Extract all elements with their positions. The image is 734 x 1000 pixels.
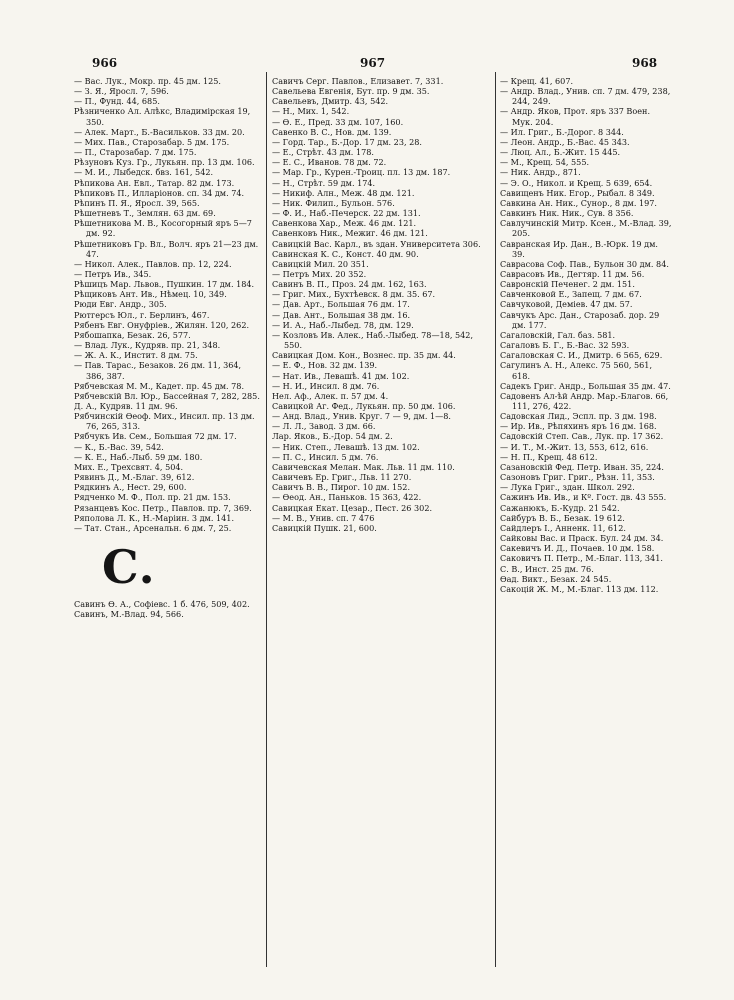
directory-entry: Савенкова Хар., Меж. 46 дм. 121. bbox=[272, 218, 417, 229]
directory-entry: — М. В., Унив. сп. 7 476 bbox=[272, 512, 375, 523]
directory-entry: Савчукъ Арс. Дан., Старозаб. дор. 29 дм. 177. bbox=[500, 309, 660, 330]
directory-entry: — Андр. Яков, Прот. яръ 337 Воен. Мук. 204. bbox=[500, 106, 651, 127]
directory-entry: Сакоцій Ж. М., М.-Благ. 113 дм. 112. bbox=[500, 583, 659, 594]
page-number-center: 967 bbox=[360, 56, 386, 70]
directory-entry: Рядкинъ А., Нест. 29, 600. bbox=[74, 482, 187, 493]
directory-entry: Сажинъ Ив. Ив., и Кº. Гост. дв. 43 555. bbox=[500, 492, 667, 503]
directory-entry: — Леон. Андр., Б.-Вас. 45 343. bbox=[500, 136, 630, 147]
directory-entry: Савранская Ир. Дан., В.-Юрк. 19 дм. 39. bbox=[500, 238, 658, 259]
directory-entry: Рѣшетниковъ Гр. Вл., Волч. яръ 21—23 дм. 47. bbox=[74, 238, 259, 259]
directory-entry: Савенковъ Ник., Межиг. 46 дм. 121. bbox=[272, 228, 428, 239]
directory-entry: Сайбуръ В. Б., Безак. 19 612. bbox=[500, 512, 625, 523]
directory-entry: Савлучинскій Митр. Ксен., М.-Влад. 39, 205. bbox=[500, 218, 672, 239]
page-number-right: 968 bbox=[632, 56, 658, 70]
directory-entry: Сазановскій Фед. Петр. Иван. 35, 224. bbox=[500, 461, 664, 472]
directory-entry: Савронскій Печенег. 2 дм. 151. bbox=[500, 279, 635, 290]
directory-entry: — Э. О., Никол. и Крещ. 5 639, 654. bbox=[500, 177, 653, 188]
directory-entry: — Л. Л., Завод. 3 дм. 66. bbox=[272, 421, 376, 432]
directory-entry: Рюди Евг. Андр., 305. bbox=[74, 299, 167, 310]
directory-entry: — И. Т., М.-Жит. 13, 553, 612, 616. bbox=[500, 441, 649, 452]
column-left bbox=[74, 76, 260, 619]
directory-entry: Рявинъ Д., М.-Благ. 39, 612. bbox=[74, 472, 195, 483]
directory-entry: — Крещ. 41, 607. bbox=[500, 76, 574, 86]
directory-entry: — П., Старозабар. 7 дм. 175. bbox=[74, 147, 197, 158]
directory-entry: Рѣщиковъ Ант. Ив., Нѣмец. 10, 349. bbox=[74, 289, 227, 300]
directory-entry: — Ник. Андр., 871. bbox=[500, 167, 581, 178]
directory-entry: — Мар. Гр., Курен.-Троиц. пл. 13 дм. 187. bbox=[272, 167, 451, 178]
page-number-left: 966 bbox=[92, 56, 118, 70]
directory-entry: Садовенъ Ал-ѣй Андр. Мар.-Благов. 66, 111, 276, 422. bbox=[500, 390, 669, 411]
directory-entry: — Е. Ф., Нов. 32 дм. 139. bbox=[272, 360, 378, 371]
column-divider-right bbox=[495, 72, 496, 967]
directory-entry: — Нат. Ив., Левашѣ. 41 дм. 102. bbox=[272, 370, 410, 381]
directory-entry: Сайковы Вас. и Праск. Бул. 24 дм. 34. bbox=[500, 533, 664, 544]
directory-entry: Савищенъ Ник. Егор., Рыбал. 8 349. bbox=[500, 187, 655, 198]
directory-entry: — Тат. Стан., Арсенальн. 6 дм. 7, 25. bbox=[74, 522, 232, 533]
directory-entry: — Анд. Влад., Унив. Круг. 7 — 9, дм. 1—8. bbox=[272, 411, 451, 422]
column-right bbox=[500, 76, 672, 594]
directory-entry: Савичевская Мелан. Мак. Льв. 11 дм. 110. bbox=[272, 461, 455, 472]
directory-entry: Рѣпиковъ П., Илларіонов. сп. 34 дм. 74. bbox=[74, 187, 245, 198]
directory-entry: Мих. Е., Трехсвят. 4, 504. bbox=[74, 461, 184, 472]
directory-entry: — Никол. Алек., Павлов. пр. 12, 224. bbox=[74, 258, 232, 269]
directory-entry: — Пав. Тарас., Безаков. 26 дм. 11, 364, 386, 387. bbox=[74, 360, 242, 381]
directory-entry: — Петръ Мих. 20 352. bbox=[272, 268, 367, 279]
directory-entry: Д. А., Кудряв. 11 дм. 96. bbox=[74, 401, 178, 411]
directory-entry: Савинъ Ѳ. А., Софіевс. 1 б. 476, 509, 402. bbox=[74, 599, 250, 610]
directory-entry: Ряполова Л. К., Н.-Маріин. 3 дм. 141. bbox=[74, 512, 235, 523]
directory-entry: — Ѳ. Е., Пред. 33 дм. 107, 160. bbox=[272, 116, 404, 127]
section-letter: С. bbox=[102, 540, 155, 595]
directory-entry: Савичевъ Ер. Григ., Льв. 11 270. bbox=[272, 472, 412, 483]
directory-entry: Рябчевская М. М., Кадет. пр. 45 дм. 78. bbox=[74, 380, 245, 391]
directory-entry: Рѣзниченко Ал. Алѣкс, Владимірская 19, 350. bbox=[74, 106, 251, 127]
directory-entry: Лар. Яков., Б.-Дор. 54 дм. 2. bbox=[272, 431, 393, 442]
directory-entry: Рѣпинъ П. Я., Яросл. 39, 565. bbox=[74, 197, 200, 208]
directory-entry: Савицкій Пушк. 21, 600. bbox=[272, 522, 377, 533]
directory-entry: — Н., Мих. 1, 542. bbox=[272, 106, 350, 117]
directory-entry: Савельева Евгенія, Бут. пр. 9 дм. 35. bbox=[272, 86, 430, 97]
directory-entry: — Вас. Лук., Мокр. пр. 45 дм. 125. bbox=[74, 76, 221, 86]
directory-entry: — Ф. И., Наб.-Печерск. 22 дм. 131. bbox=[272, 208, 421, 219]
directory-entry: Рябчевскій Вл. Юр., Бассейная 7, 282, 285. bbox=[74, 390, 260, 401]
directory-entry: Сагаловская С. И., Дмитр. 6 565, 629. bbox=[500, 350, 663, 361]
directory-entry: — Е., Стрѣт. 43 дм. 178. bbox=[272, 147, 374, 158]
directory-entry: Саковичъ П. Петр., М.-Благ. 113, 341. bbox=[500, 553, 663, 564]
directory-entry: Рябошапка, Безак. 26, 577. bbox=[74, 329, 191, 340]
column-center bbox=[272, 76, 490, 533]
directory-entry: Сажанюкъ, Б.-Кудр. 21 542. bbox=[500, 502, 620, 513]
directory-entry: Нел. Аф., Алек. п. 57 дм. 4. bbox=[272, 390, 389, 401]
directory-entry: Садовскій Степ. Сав., Лук. пр. 17 362. bbox=[500, 431, 664, 442]
directory-entry: Савицкій Вас. Карл., въ здан. Университета 306. bbox=[272, 238, 481, 249]
directory-entry: Рѣпикова Ан. Евл., Татар. 82 дм. 173. bbox=[74, 177, 235, 188]
directory-entry: Рѣзуновъ Куз. Гр., Лукьян. пр. 13 дм. 106. bbox=[74, 157, 255, 168]
directory-entry: С. В., Инст. 25 дм. 76. bbox=[500, 563, 594, 574]
directory-entry: Рѣшетневъ Т., Землян. 63 дм. 69. bbox=[74, 208, 216, 219]
directory-entry: Рѣшетникова М. В., Косогорный яръ 5—7 дм. 92. bbox=[74, 218, 252, 239]
directory-entry: — Петръ Ив., 345. bbox=[74, 268, 152, 279]
directory-entry: — Н. П., Крещ. 48 612. bbox=[500, 451, 598, 462]
directory-entry: Савицкая Дом. Кон., Вознес. пр. 35 дм. 44. bbox=[272, 350, 456, 361]
directory-entry: Савицкій Мил. 20 351. bbox=[272, 258, 369, 269]
directory-entry: — Н., Стрѣт. 59 дм. 174. bbox=[272, 177, 376, 188]
directory-entry: Савинъ В. П., Проз. 24 дм. 162, 163. bbox=[272, 279, 427, 290]
directory-entry: Савкинъ Ник. Ник., Сув. 8 356. bbox=[500, 208, 634, 219]
directory-entry: Савинская К. С., Конст. 40 дм. 90. bbox=[272, 248, 419, 259]
directory-entry: Рѣшицъ Мар. Львов., Пушкин. 17 дм. 184. bbox=[74, 279, 255, 290]
directory-entry: — Ир. Ив., Рѣпяхинъ яръ 16 дм. 168. bbox=[500, 421, 657, 432]
directory-entry: — К. Е., Наб.-Лыб. 59 дм. 180. bbox=[74, 451, 203, 462]
directory-entry: — Андр. Влад., Унив. сп. 7 дм. 479, 238, 244, 249. bbox=[500, 86, 671, 107]
directory-entry: Сагаловскій, Гал. баз. 581. bbox=[500, 329, 616, 340]
directory-entry: Савичъ Серг. Павлов., Елизавет. 7, 331. bbox=[272, 76, 444, 86]
directory-entry: Саврасовъ Ив., Дегтяр. 11 дм. 56. bbox=[500, 268, 645, 279]
directory-entry: Рябчукъ Ив. Сем., Большая 72 дм. 17. bbox=[74, 431, 237, 442]
directory-entry: — П., Фунд. 44, 685. bbox=[74, 96, 160, 107]
directory-entry: Саврасова Соф. Пав., Бульон 30 дм. 84. bbox=[500, 258, 669, 269]
directory-entry: — Ник. Филип., Бульон. 576. bbox=[272, 197, 395, 208]
directory-entry: — Алек. Март., Б.-Васильков. 33 дм. 20. bbox=[74, 126, 245, 137]
directory-entry: — Григ. Мих., Бухтѣевск. 8 дм. 35. 67. bbox=[272, 289, 436, 300]
directory-entry: — П. С., Инсил. 5 дм. 76. bbox=[272, 451, 379, 462]
directory-entry: Савинъ, М.-Влад. 94, 566. bbox=[74, 609, 184, 620]
directory-entry: Сайдлеръ І., Анненк. 11, 612. bbox=[500, 522, 626, 533]
directory-entry: — Люц. Ал., Б.-Жит. 15 445. bbox=[500, 147, 621, 158]
directory-entry: — Ник. Степ., Левашѣ. 13 дм. 102. bbox=[272, 441, 420, 452]
directory-entry: — Дав. Арт., Большая 76 дм. 17. bbox=[272, 299, 410, 310]
directory-entry: — Ѳеод. Ан., Паньков. 15 363, 422. bbox=[272, 492, 422, 503]
directory-entry: Сазоновъ Григ. Григ., Рѣзн. 11, 353. bbox=[500, 472, 655, 483]
directory-entry: Савицкой Аг. Фед., Лукьян. пр. 50 дм. 106. bbox=[272, 401, 456, 411]
directory-entry: — Ж. А. К., Инстит. 8 дм. 75. bbox=[74, 350, 198, 361]
directory-entry: — Е. С., Иванов. 78 дм. 72. bbox=[272, 157, 387, 168]
directory-entry: Рютгерсъ Юл., г. Берлинъ, 467. bbox=[74, 309, 210, 320]
directory-entry: — К., Б.-Вас. 39, 542. bbox=[74, 441, 164, 452]
directory-entry: — Н. И., Инсил. 8 дм. 76. bbox=[272, 380, 380, 391]
directory-entry: — Никиф. Алн., Меж. 48 дм. 121. bbox=[272, 187, 415, 198]
directory-entry: Савичъ В. В., Пирог. 10 дм. 152. bbox=[272, 482, 411, 493]
directory-entry: — Козловъ Ив. Алек., Наб.-Лыбед. 78—18, 542, 550. bbox=[272, 329, 474, 351]
directory-entry: Савчуковой, Деміев. 47 дм. 57. bbox=[500, 299, 633, 310]
directory-entry: — Горд. Тар., Б.-Дор. 17 дм. 23, 28. bbox=[272, 136, 422, 147]
directory-entry: — М., Крещ. 54, 555. bbox=[500, 157, 590, 168]
directory-entry: Садекъ Григ. Андр., Большая 35 дм. 47. bbox=[500, 380, 671, 391]
directory-entry: — И. А., Наб.-Лыбед. 78, дм. 129. bbox=[272, 319, 414, 330]
directory-entry: Ѳад. Викт., Безак. 24 545. bbox=[500, 573, 612, 584]
column-divider-left bbox=[266, 72, 267, 967]
directory-entry: Савченковой Е., Запещ. 7 дм. 67. bbox=[500, 289, 642, 300]
directory-entry: Рязанцевъ Кос. Петр., Павлов. пр. 7, 369. bbox=[74, 502, 252, 513]
directory-entry: — З. Я., Яросл. 7, 596. bbox=[74, 86, 169, 97]
directory-entry: Садовская Лид., Эспл. пр. 3 дм. 198. bbox=[500, 411, 657, 422]
directory-entry: Сагаловъ Б. Г., Б.-Вас. 32 593. bbox=[500, 340, 630, 351]
directory-entry: Рядченко М. Ф., Пол. пр. 21 дм. 153. bbox=[74, 492, 231, 503]
directory-entry: — М. И., Лыбедск. бвз. 161, 542. bbox=[74, 167, 214, 178]
directory-entry: Савельевъ, Дмитр. 43, 542. bbox=[272, 96, 389, 107]
directory-entry: — Влад. Лук., Кудряв. пр. 21, 348. bbox=[74, 340, 221, 351]
directory-entry: Савкина Ан. Ник., Сунор., 8 дм. 197. bbox=[500, 197, 658, 208]
directory-entry: Сакевичъ И. Д., Почаев. 10 дм. 158. bbox=[500, 543, 655, 554]
directory-entry: Сагулинъ А. Н., Алекс. 75 560, 561, 618. bbox=[500, 360, 653, 381]
directory-entry: Рябенъ Евг. Онуфріев., Жилян. 120, 262. bbox=[74, 319, 250, 330]
directory-entry: Савицкая Екат. Цезар., Пест. 26 302. bbox=[272, 502, 433, 513]
directory-entry: Савенко В. С., Нов. дм. 139. bbox=[272, 126, 392, 137]
directory-entry: Рябчинскій Ѳеоф. Мих., Инсил. пр. 13 дм. 76, 265, 313. bbox=[74, 411, 255, 432]
directory-entry: — Лука Григ., здан. Школ. 292. bbox=[500, 482, 635, 493]
directory-entry: — Дав. Ант., Большая 38 дм. 16. bbox=[272, 309, 411, 320]
directory-entry: — Ил. Григ., Б.-Дорог. 8 344. bbox=[500, 126, 624, 137]
directory-entry: — Мих. Пав., Старозабар. 5 дм. 175. bbox=[74, 136, 230, 147]
